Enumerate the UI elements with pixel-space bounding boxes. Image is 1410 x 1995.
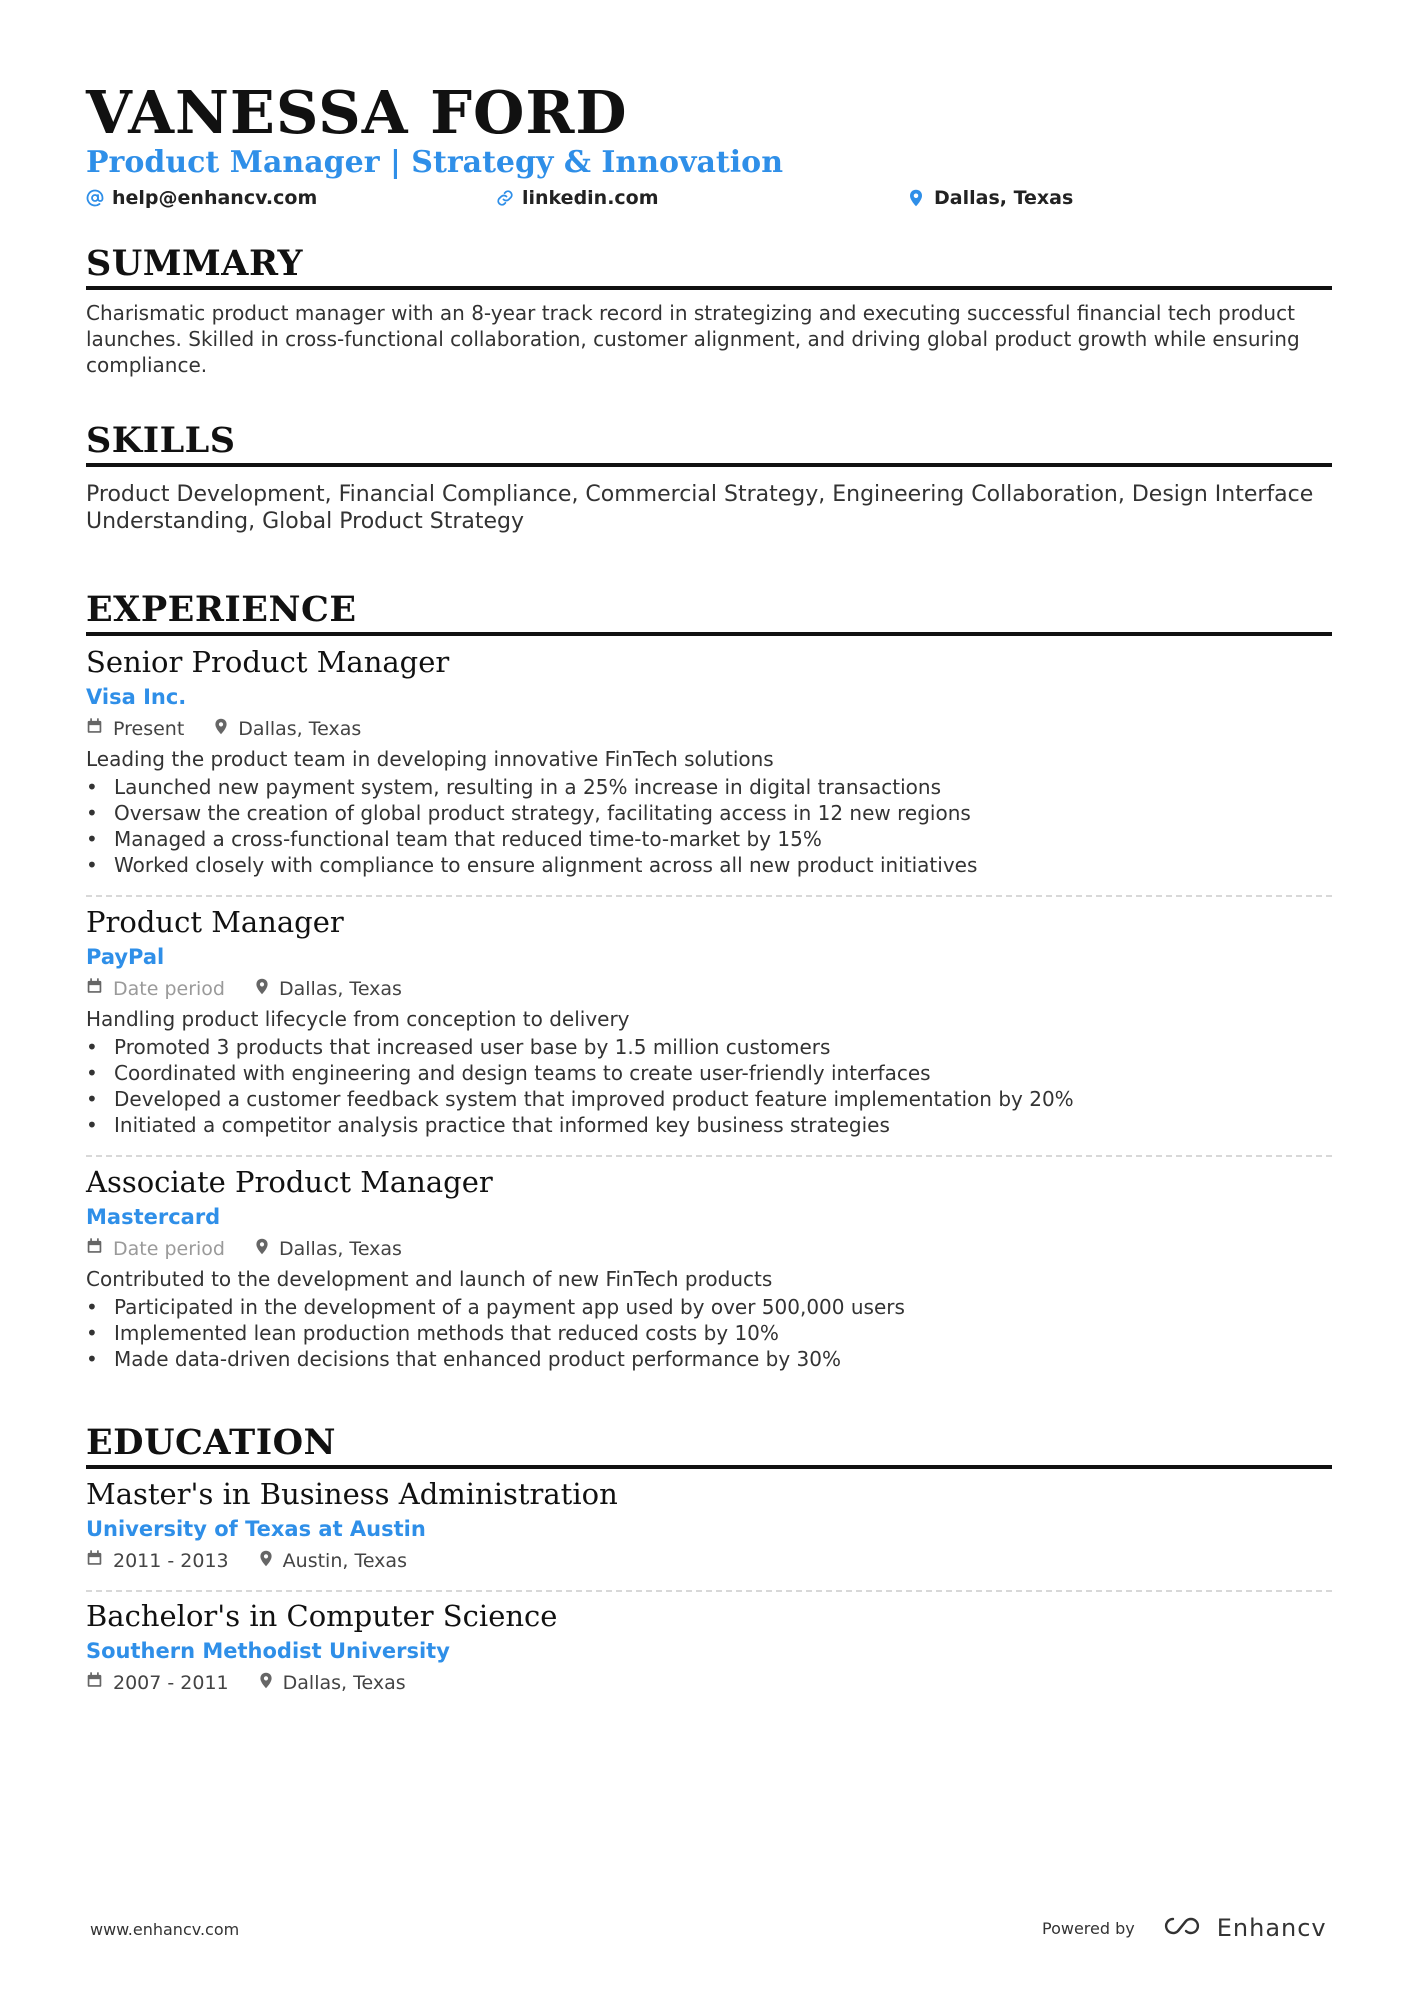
job-title: Associate Product Manager xyxy=(86,1165,493,1199)
job-date: Date period xyxy=(113,978,225,1000)
contact-linkedin[interactable] xyxy=(496,186,659,210)
job-date: Present xyxy=(113,718,185,740)
achievement-list xyxy=(86,1034,1332,1138)
job-date: Date period xyxy=(113,1238,225,1260)
contact-location-text: Dallas, Texas xyxy=(934,187,1074,209)
degree-title: Master's in Business Administration xyxy=(86,1477,618,1511)
job-meta xyxy=(86,1236,1332,1262)
list-item: • Participated in the development of a payment app used by over 500,000 users xyxy=(86,1295,905,1319)
entry-divider xyxy=(86,895,1332,897)
job-title: Product Manager xyxy=(86,905,344,939)
school-name: Southern Methodist University xyxy=(86,1639,450,1663)
education-entry xyxy=(86,1598,1332,1696)
location-pin-icon xyxy=(255,976,269,1002)
contact-email-text: help@enhancv.com xyxy=(112,187,318,209)
location-pin-icon xyxy=(255,1236,269,1262)
location-pin-icon xyxy=(259,1548,273,1574)
education-section xyxy=(86,1421,1332,1469)
list-item: • Implemented lean production methods that reduced costs by 10% xyxy=(86,1321,779,1345)
achievement-list xyxy=(86,774,1332,878)
education-location: Austin, Texas xyxy=(282,1550,407,1572)
location-pin-icon xyxy=(214,716,228,742)
calendar-icon xyxy=(86,1548,103,1574)
summary-title: SUMMARY xyxy=(86,242,1332,290)
location-pin-icon xyxy=(259,1670,273,1696)
education-meta xyxy=(86,1670,1332,1696)
experience-entry xyxy=(86,644,1332,878)
list-item: • Coordinated with engineering and design teams to create user-friendly interfaces xyxy=(86,1061,931,1085)
powered-by-label: Powered by xyxy=(1042,1918,1135,1938)
entry-divider xyxy=(86,1155,1332,1157)
calendar-icon xyxy=(86,976,103,1002)
job-location: Dallas, Texas xyxy=(278,1238,402,1260)
list-item: • Launched new payment system, resulting in a 25% increase in digital transactions xyxy=(86,775,941,799)
job-description: Leading the product team in developing innovative FinTech solutions xyxy=(86,747,774,771)
company-name: Visa Inc. xyxy=(86,685,187,709)
education-meta xyxy=(86,1548,1332,1574)
list-item: • Worked closely with compliance to ensure alignment across all new product initiatives xyxy=(86,853,978,877)
experience-section xyxy=(86,588,1332,636)
contact-email[interactable] xyxy=(86,186,317,210)
job-description: Contributed to the development and launch of new FinTech products xyxy=(86,1267,773,1291)
job-meta xyxy=(86,716,1332,742)
education-location: Dallas, Texas xyxy=(282,1672,406,1694)
job-title: Senior Product Manager xyxy=(86,645,450,679)
skills-text: Product Development, Financial Compliance, Commercial Strategy, Engineering Collaboration, Design Interface Understanding, Global Product Strategy xyxy=(86,482,1314,534)
summary-text: Charismatic product manager with an 8-year track record in strategizing and executing successful financial tech product launches. Skilled in cross-functional collaboration, customer alignment, and driving global product growth while ensuring compliance. xyxy=(86,301,1300,377)
company-name: Mastercard xyxy=(86,1205,221,1229)
calendar-icon xyxy=(86,1236,103,1262)
at-icon xyxy=(86,189,106,207)
job-location: Dallas, Texas xyxy=(238,718,362,740)
link-icon xyxy=(496,189,516,207)
candidate-name: VANESSA FORD xyxy=(86,78,628,147)
contact-location xyxy=(908,186,1073,210)
list-item: • Initiated a competitor analysis practice that informed key business strategies xyxy=(86,1113,890,1137)
headline: Product Manager | Strategy & Innovation xyxy=(86,145,784,180)
skills-section xyxy=(86,419,1332,535)
degree-title: Bachelor's in Computer Science xyxy=(86,1599,558,1633)
enhancv-logo-icon xyxy=(1161,1915,1207,1941)
job-meta xyxy=(86,976,1332,1002)
experience-entry xyxy=(86,1164,1332,1372)
education-date: 2011 - 2013 xyxy=(113,1550,229,1572)
list-item: • Developed a customer feedback system that improved product feature implementation by 20% xyxy=(86,1087,1074,1111)
calendar-icon xyxy=(86,1670,103,1696)
calendar-icon xyxy=(86,716,103,742)
footer-branding[interactable] xyxy=(1042,1914,1327,1942)
education-date: 2007 - 2011 xyxy=(113,1672,229,1694)
brand-name: Enhancv xyxy=(1216,1914,1327,1942)
education-title: EDUCATION xyxy=(86,1421,1332,1469)
list-item: • Oversaw the creation of global product strategy, facilitating access in 12 new regions xyxy=(86,801,971,825)
skills-title: SKILLS xyxy=(86,419,1332,467)
list-item: • Promoted 3 products that increased user base by 1.5 million customers xyxy=(86,1035,831,1059)
list-item: • Managed a cross-functional team that reduced time-to-market by 15% xyxy=(86,827,822,851)
job-description: Handling product lifecycle from conception to delivery xyxy=(86,1007,630,1031)
location-pin-icon xyxy=(908,189,928,207)
entry-divider xyxy=(86,1590,1332,1592)
education-entry xyxy=(86,1476,1332,1574)
contact-linkedin-text: linkedin.com xyxy=(522,187,659,209)
school-name: University of Texas at Austin xyxy=(86,1517,426,1541)
company-name: PayPal xyxy=(86,945,165,969)
experience-title: EXPERIENCE xyxy=(86,588,1332,636)
list-item: • Made data-driven decisions that enhanced product performance by 30% xyxy=(86,1347,841,1371)
footer-website[interactable]: www.enhancv.com xyxy=(90,1920,240,1939)
summary-section xyxy=(86,242,1332,378)
job-location: Dallas, Texas xyxy=(278,978,402,1000)
achievement-list xyxy=(86,1294,1332,1372)
experience-entry xyxy=(86,904,1332,1138)
